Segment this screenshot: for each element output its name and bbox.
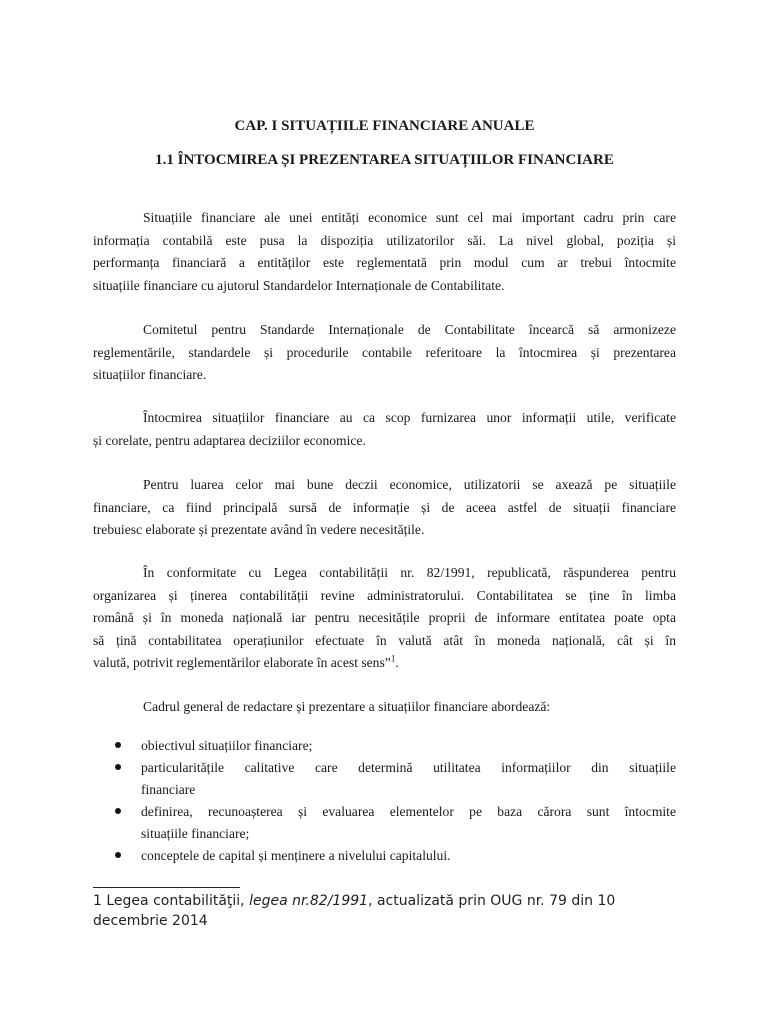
footnote-law-reference: legea nr.82/1991	[249, 893, 369, 909]
chapter-title: CAP. I SITUAȚIILE FINANCIARE ANUALE	[234, 118, 535, 134]
paragraph-line: valută, potrivit reglementărilor elaborate în acest sens”$^1$.	[93, 653, 399, 670]
footnote-text: , actualizată prin OUG nr. 79 din 10	[368, 893, 616, 909]
paragraph-4	[93, 474, 676, 542]
footnote-reference[interactable]: 1	[390, 653, 396, 664]
list-item	[93, 735, 676, 757]
paragraph-line: Cadrul general de redactare și prezentare a situațiilor financiare abordează:	[143, 699, 551, 714]
footnote-text: Legea contabilităţii,	[101, 893, 250, 909]
paragraph-line: financiare, ca fiind principală sursă de informație și de aceea astfel de situații financiare	[93, 499, 676, 515]
bullet-icon	[115, 764, 121, 770]
paragraph-line: performanța financiară a entităților este reglementată prin modul cum ar trebui întocmite	[93, 255, 676, 270]
paragraph-line: informația contabilă este pusa la dispoziția utilizatorilor săi. La nivel global, poziția și	[93, 232, 676, 248]
document-page	[93, 0, 676, 1024]
list-item	[93, 801, 676, 845]
paragraph-3	[93, 407, 676, 452]
paragraph-line: Întocmirea situațiilor financiare au ca scop furnizarea unor informații utile, verificate	[143, 410, 676, 425]
paragraph-1	[93, 207, 676, 297]
paragraph-5	[93, 562, 676, 675]
footnote-line	[93, 891, 676, 911]
paragraph-line: reglementările, standardele și procedurile contabile referitoare la întocmirea și prezentarea	[93, 344, 676, 360]
bullet-list	[93, 735, 676, 867]
footnote-number: 1	[93, 893, 102, 909]
bullet-icon	[115, 808, 121, 814]
list-item-line: definirea, recunoașterea și evaluarea elementelor pe baza cărora sunt întocmite	[141, 804, 676, 819]
list-item-line: conceptele de capital și menținere a nivelului capitalului.	[141, 848, 451, 863]
paragraph-line: și corelate, pentru adaptarea deciziilor economice.	[93, 432, 366, 448]
paragraph-line: să țină contabilitatea operațiunilor efectuate în valută atât în moneda națională, cât și în	[93, 632, 676, 648]
paragraph-line: În conformitate cu Legea contabilității nr. 82/1991, republicată, răspunderea pentru	[143, 565, 676, 580]
list-item	[93, 845, 676, 867]
bullet-icon	[115, 852, 121, 858]
paragraph-line: organizarea și ținerea contabilității revine administratorului. Contabilitatea se ține în limba	[93, 587, 676, 603]
paragraph-2	[93, 319, 676, 387]
paragraph-line: Pentru luarea celor mai bune deczii economice, utilizatorii se axează pe situațiile	[143, 477, 676, 492]
paragraph-line: situațiilor financiare.	[93, 367, 207, 382]
paragraph-line-text: valută, potrivit reglementărilor elaborate în acest sens”	[93, 655, 391, 670]
list-item-line: obiectivul situațiilor financiare;	[141, 738, 313, 753]
paragraph-line: situațiile financiare cu ajutorul Standardelor Internaționale de Contabilitate.	[93, 277, 505, 293]
paragraph-line: română și în moneda națională iar pentru necesitățile proprii de informare entitatea poate opta	[93, 610, 676, 625]
paragraph-line: Situațiile financiare ale unei entități economice sunt cel mai important cadru prin care	[143, 210, 676, 225]
paragraph-line: trebuiesc elaborate și prezentate având în vedere necesitățile.	[93, 522, 425, 537]
list-item-line: particularitățile calitative care determină utilitatea informațiilor din situațiile	[141, 760, 676, 775]
paragraph-line: Comitetul pentru Standarde Internaționale de Contabilitate încearcă să armonizeze	[143, 322, 676, 337]
footnote-separator	[93, 887, 240, 888]
section-title: 1.1 ÎNTOCMIREA ȘI PREZENTAREA SITUAȚIILOR FINANCIARE	[155, 152, 614, 168]
bullet-icon	[115, 742, 121, 748]
list-item	[93, 757, 676, 801]
list-item-line: situațiile financiare;	[141, 826, 250, 841]
paragraph-6	[93, 696, 676, 719]
footnote-line: decembrie 2014	[93, 913, 208, 929]
list-item-line: financiare	[141, 782, 196, 797]
footnote	[93, 891, 676, 931]
